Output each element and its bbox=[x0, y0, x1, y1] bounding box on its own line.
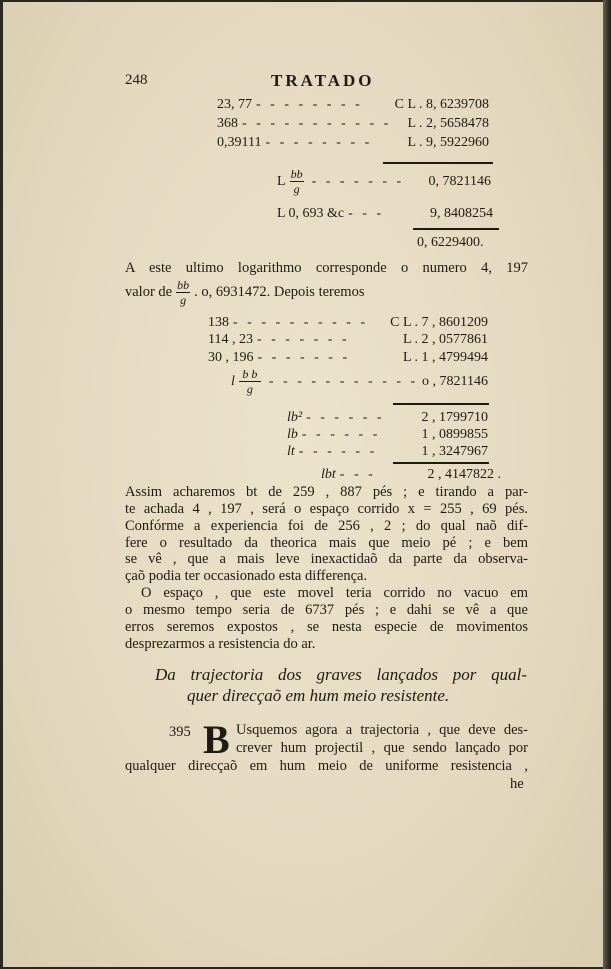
row-value: L . 2, 5658478 bbox=[407, 116, 489, 131]
leader: - - - - - - - bbox=[256, 332, 350, 347]
calc-total-row bbox=[321, 466, 501, 483]
calc-row bbox=[287, 426, 488, 443]
text-line: te achada 4 , 197 , será o espaço corrido x = 255 , 69 pés. bbox=[125, 501, 528, 517]
row-value: L . 2 , 0577861 bbox=[402, 332, 488, 347]
row-label: l bbox=[231, 374, 235, 389]
calc-row bbox=[208, 314, 488, 331]
row-label: 0,39111 bbox=[217, 135, 262, 150]
row-value: 9, 8408254 bbox=[430, 206, 493, 221]
text-line: O espaço , que este movel teria corrido no vacuo em bbox=[141, 585, 528, 601]
paragraph-number: 395 bbox=[169, 724, 191, 740]
text-line: o mesmo tempo seria de 6737 pés ; e dahi se vê a que bbox=[125, 602, 528, 618]
calc-row bbox=[217, 115, 489, 132]
row-value: L . 9, 5922960 bbox=[407, 135, 489, 150]
text: valor de bbox=[125, 283, 173, 300]
leader: - - - - - - - bbox=[311, 174, 405, 189]
calc-row bbox=[287, 409, 488, 426]
calc-row bbox=[287, 443, 488, 460]
denominator: g bbox=[180, 292, 187, 307]
sum-rule bbox=[393, 462, 489, 464]
row-value: o , 7821146 bbox=[422, 374, 488, 389]
row-label: 30 , 196 bbox=[208, 350, 254, 365]
sum-rule bbox=[393, 403, 489, 405]
calc-row bbox=[208, 331, 488, 348]
row-value: 0, 7821146 bbox=[428, 174, 491, 189]
calc-row-fraction bbox=[277, 168, 491, 195]
leader: - - - - - - bbox=[298, 444, 378, 459]
calc-row bbox=[208, 349, 488, 366]
leader: - - - - - - - - - - - bbox=[242, 116, 392, 131]
row-value: C L . 8, 6239708 bbox=[394, 97, 489, 112]
numerator: bb bbox=[177, 277, 190, 292]
leader: - - - bbox=[339, 467, 376, 482]
row-value: C L . 7 , 8601209 bbox=[390, 315, 488, 330]
running-title: TRATADO bbox=[271, 71, 375, 90]
catchword: he bbox=[510, 776, 524, 792]
row-label: 138 bbox=[208, 315, 229, 330]
numerator: b b bbox=[242, 367, 258, 381]
text: . o, 6931472. Depois teremos bbox=[194, 283, 365, 300]
calc-row bbox=[277, 205, 493, 222]
fraction bbox=[176, 279, 190, 306]
row-value: 1 , 3247967 bbox=[421, 444, 488, 459]
section-heading-line: quer direcçaõ em hum meio resistente. bbox=[187, 686, 450, 705]
row-value: 2 , 1799710 bbox=[421, 410, 488, 425]
fraction bbox=[290, 168, 304, 195]
leader: - - - - - - - - bbox=[256, 97, 363, 112]
leader: - - - - - - - bbox=[257, 350, 351, 365]
row-label: L bbox=[277, 174, 286, 189]
text-line: crever hum projectil , que sendo lançado por bbox=[236, 740, 528, 756]
text-line bbox=[125, 278, 364, 306]
text-line: A este ultimo logarithmo corresponde o numero 4, 197 bbox=[125, 260, 528, 276]
page-edge-shadow bbox=[603, 0, 611, 969]
text-line: çaõ podia ter occasionado esta differença. bbox=[125, 568, 368, 584]
text-line: Usquemos agora a trajectoria , que deve des- bbox=[236, 722, 528, 738]
row-label: 23, 77 bbox=[217, 97, 252, 112]
calc-result: 0, 6229400. bbox=[417, 235, 484, 250]
numerator: bb bbox=[290, 167, 303, 181]
fraction bbox=[239, 368, 261, 395]
denominator: g bbox=[246, 382, 253, 396]
row-value: 2 , 4147822 . bbox=[427, 467, 501, 482]
section-heading-line: Da trajectoria dos graves lançados por qual- bbox=[155, 665, 527, 684]
denominator: g bbox=[293, 182, 300, 196]
leader: - - - bbox=[348, 206, 385, 221]
text-line: se vê , que a mais leve inexactidaõ da parte da observa- bbox=[125, 551, 528, 567]
page-number: 248 bbox=[125, 72, 148, 88]
calc-row-fraction bbox=[231, 368, 488, 395]
sum-rule bbox=[413, 228, 499, 230]
text-line: fere o resultado da theorica mais que meio pé ; e bem bbox=[125, 535, 528, 551]
row-label: lb² bbox=[287, 410, 303, 425]
text-line: Assim acharemos bt de 259 , 887 pés ; e tirando a par- bbox=[125, 484, 528, 500]
leader: - - - - - - - - - - - bbox=[268, 374, 419, 389]
leader: - - - - - - bbox=[301, 427, 381, 442]
row-label: L 0, 693 &c bbox=[277, 206, 345, 221]
calc-row bbox=[217, 96, 489, 113]
row-label: lb bbox=[287, 427, 298, 442]
text-line: desprezarmos a resistencia do ar. bbox=[125, 636, 316, 652]
text-line: erros seremos expostos , se nesta especie de movimentos bbox=[125, 619, 528, 635]
row-value: 1 , 0899855 bbox=[421, 427, 488, 442]
row-label: 368 bbox=[217, 116, 238, 131]
text-line: qualquer direcçaõ em hum meio de uniforme resistencia , bbox=[125, 758, 528, 774]
row-label: lbt bbox=[321, 467, 336, 482]
leader: - - - - - - - - bbox=[265, 135, 373, 150]
row-value: L . 1 , 4799494 bbox=[402, 350, 488, 365]
sum-rule bbox=[383, 162, 493, 164]
calc-row bbox=[217, 134, 489, 151]
row-label: 114 , 23 bbox=[208, 332, 253, 347]
book-page bbox=[3, 2, 603, 967]
text-line: Confórme a experiencia foi de 256 , 2 ; do qual naõ dif- bbox=[125, 518, 528, 534]
drop-cap: B bbox=[203, 717, 230, 762]
leader: - - - - - - - - - - bbox=[233, 315, 369, 330]
row-label: lt bbox=[287, 444, 295, 459]
leader: - - - - - - bbox=[306, 410, 385, 425]
